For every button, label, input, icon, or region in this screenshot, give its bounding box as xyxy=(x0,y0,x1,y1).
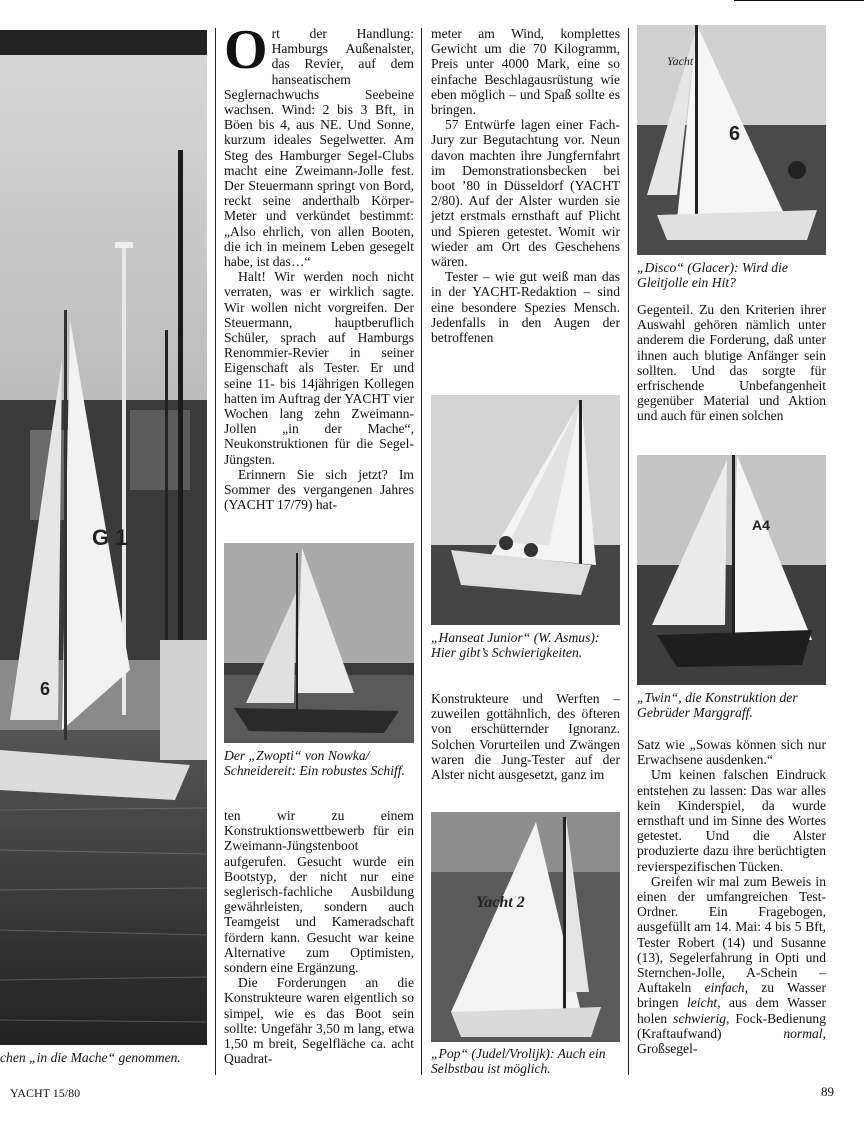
svg-text:Yacht 2: Yacht 2 xyxy=(476,894,525,911)
article-column-2b xyxy=(224,808,414,1066)
article-column-3b xyxy=(431,691,620,782)
paragraph: Satz wie „Sowas können sich nur Erwachsene ausdenken.“ xyxy=(637,737,826,768)
article-column-4b xyxy=(637,737,826,1056)
text-run: Greifen wir mal zum Beweis in einen der umfangreichen Test-Ordner. Ein Fragebogen, ausgefüllt am 14. Mai: 4 bis 5 Bft, Tester Robert (14) und Susanne (13), Segelerfahrung in Opti und Sternchen-Jolle, A-Schein – Auftakeln xyxy=(637,873,826,996)
drop-cap: O xyxy=(224,19,268,81)
svg-text:G 1: G 1 xyxy=(92,525,128,550)
paragraph: Gegenteil. Zu den Kriterien ihrer Auswahl gehören nämlich unter anderem die Forderung, daß unter ihnen auch blutige Anfänger sein sollten. Und das sorgte für erfrischende Unbefangenheit gegenüber Material und Aktion und auch für einen solchen xyxy=(637,302,826,424)
photo-hanseat-junior xyxy=(431,395,620,625)
paragraph: ten wir zu einem Konstruktionswettbewerb für ein Zweimann-Jüngstenboot aufgerufen. Gesucht wurde ein Bootstyp, der nicht nur eine seglerisch-fachliche Ausbildung gewährleisten, sondern auch Teamgeist und Kameradschaft fördern kann. Gesucht war keine Alternative zum Optimisten, sondern eine Ergänzung. xyxy=(224,808,414,976)
article-column-2 xyxy=(224,19,414,513)
text-run: zu Wasser bringen xyxy=(637,980,826,1011)
caption-pop: „Pop“ (Judel/Vrolijk): Auch ein Selbstbau ist möglich. xyxy=(431,1046,606,1077)
svg-text:6: 6 xyxy=(729,123,741,145)
text-run: Großsegel- xyxy=(637,1041,698,1057)
paragraph: 57 Entwürfe lagen einer Fach-Jury zur Begutachtung vor. Neun davon machten ihre Jungfernfahrt im Demonstrationsbecken bei boot ’80 in Düsseldorf (YACHT 2/80). Auf der Alster wurden sie jetzt erstmals ernsthaft auf Plicht und Spieren getestet. Womit wir wieder am Ort des Geschehens wären. xyxy=(431,117,620,270)
column-divider xyxy=(215,28,216,1075)
text-run-italic: leicht, xyxy=(686,995,721,1011)
text-run-italic: schwierig, xyxy=(673,1010,730,1026)
paragraph xyxy=(637,874,826,1056)
article-column-4 xyxy=(637,302,826,424)
caption-hanseat: „Hanseat Junior“ (W. Asmus): Hier gibt’s Schwierigkeiten. xyxy=(431,630,600,661)
paragraph-text: rt der Handlung: Hamburgs Außenalster, das Revier, auf dem hanseatischem Seglernachwuchs Seebeine wachsen. Wind: 2 bis 3 Bft, in Böen bis 4, aus NE. Und Sonne, kurzum ideales Segelwetter. Am Steg des Hamburger Segel-Clubs macht eine Zweimann-Jolle fest. Der Steuermann springt von Bord, reckt seine anderthalb Körper-Meter und verkündet bestimmt: „Also ehrlich, von allen Booten, die ich in meinem Leben gesegelt habe, ist das…“ xyxy=(224,26,414,270)
article-column-3 xyxy=(431,26,620,345)
paragraph: meter am Wind, komplettes Gewicht um die 70 Kilogramm, Preis unter 4000 Mark, eine so einfache Beschlagausrüstung wie eben möglich – und Spaß sollte es bringen. xyxy=(431,26,620,118)
svg-text:6: 6 xyxy=(40,679,51,699)
caption-big-photo: chen „in die Mache“ genommen. xyxy=(0,1050,181,1065)
paragraph: Konstrukteure und Werften – zuweilen gottähnlich, des öfteren von erschütternder Ignoranz. Solchen Vorurteilen und Zwängen waren die Jung-Tester auf der Alster nicht ausgesetzt, ganz im xyxy=(431,691,620,783)
paragraph: Erinnern Sie sich jetzt? Im Sommer des vergangenen Jahres (YACHT 17/79) hat- xyxy=(224,466,414,513)
text-run: Fock-Bedienung (Kraftaufwand) xyxy=(637,1010,826,1041)
paragraph: Die Forderungen an die Konstrukteure waren eigentlich so simpel, wie es das Boot sein sollte: Ungefähr 3,50 m lang, etwa 1,50 m breit, Segelfläche ca. acht Quadrat- xyxy=(224,975,414,1067)
caption-zwopti: Der „Zwopti“ von Nowka/ Schneidereit: Ein robustes Schiff. xyxy=(224,748,405,779)
paragraph: Halt! Wir werden noch nicht verraten, was er wirklich sagte. Wir wollen nicht vorgreifen. Der Steuermann, hauptberuflich Schüler, sprach auf Hamburgs Renommier-Revier in seiner Eigenschaft als Tester. Er und seine 11- bis 14jährigen Kollegen hatten im Auftrag der YACHT vier Wochen lang zehn Zweimann-Jollen „in der Mache“, Neukonstruktionen für die Segel-Jüngsten. xyxy=(224,269,414,467)
footer-magazine-issue: YACHT 15/80 xyxy=(10,1086,81,1100)
paragraph-intro xyxy=(224,19,414,270)
caption-twin: „Twin“, die Konstruktion der Gebrüder Marggraff. xyxy=(637,690,798,721)
caption-disco: „Disco“ (Glacer): Wird die Gleitjolle ein Hit? xyxy=(637,260,788,291)
top-rule xyxy=(734,0,864,1)
paragraph: Tester – wie gut weiß man das in der YACHT-Redaktion – sind eine besondere Spezies Mensch. Jedenfalls in den Augen der betroffenen xyxy=(431,269,620,346)
photo-zwopti xyxy=(224,543,414,743)
column-divider xyxy=(628,28,629,1075)
photo-dinghies-harbor xyxy=(0,30,207,1045)
photo-pop xyxy=(431,812,620,1042)
column-divider xyxy=(421,28,422,1075)
text-run-italic: einfach, xyxy=(704,980,749,996)
text-run-italic: normal, xyxy=(783,1025,826,1041)
svg-text:Yacht: Yacht xyxy=(667,54,694,68)
svg-text:A4: A4 xyxy=(752,517,770,533)
page-number: 89 xyxy=(821,1084,834,1099)
photo-twin xyxy=(637,455,826,685)
paragraph: Um keinen falschen Eindruck entstehen zu lassen: Das war alles kein Kinderspiel, da wurde ernsthaft und im Sinne des Wortes getestet. Und die Alster produzierte dazu ihre berüchtigten revierspezifischen Tücken. xyxy=(637,767,826,874)
text-run: aus dem Wasser holen xyxy=(637,995,826,1026)
photo-disco xyxy=(637,25,826,255)
